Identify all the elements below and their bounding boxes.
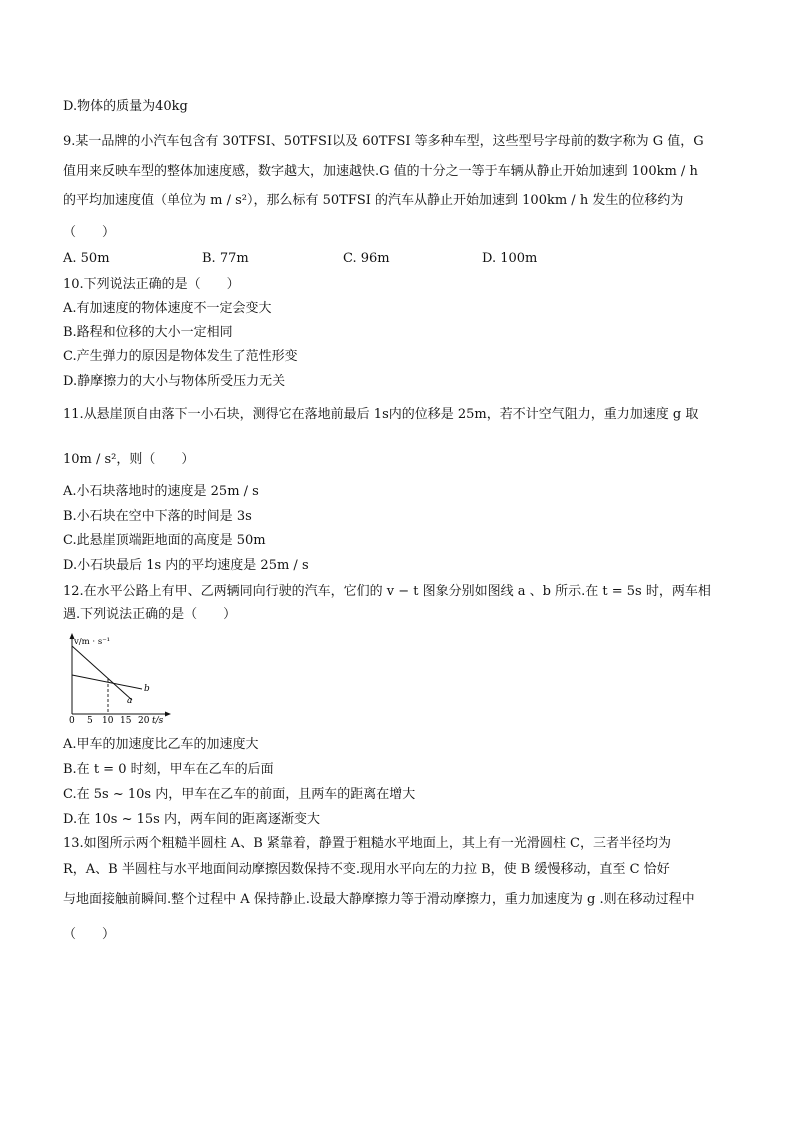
- graph-label-a: a: [127, 696, 133, 706]
- q10-option-d: D.静摩擦力的大小与物体所受压力无关: [63, 374, 286, 389]
- q11-option-a: A.小石块落地时的速度是 25m / s: [63, 484, 259, 499]
- q8-option-d: D.物体的质量为40kg: [63, 99, 188, 114]
- q9-stem-line-3: 的平均加速度值（单位为 m / s²），那么标有 50TFSI 的汽车从静止开始加速到 100km / h 发生的位移约为: [63, 193, 684, 208]
- graph-tick-0: 0: [69, 716, 75, 724]
- q9-stem-line-2: 值用来反映车型的整体加速度感，数字越大，加速越快.G 值的十分之一等于车辆从静止开始加速到 100km / h: [63, 164, 698, 179]
- q13-stem-line-1: 13.如图所示两个粗糙半圆柱 A、B 紧靠着，静置于粗糙水平地面上，其上有一光滑圆柱 C，三者半径均为: [63, 836, 671, 851]
- graph-label-b: b: [144, 684, 150, 694]
- q9-option-a: A. 50m: [63, 251, 110, 266]
- q13-stem-line-2: R，A、B 半圆柱与水平地面间动摩擦因数保持不变.现用水平向左的力拉 B，使 B 缓慢移动，直至 C 恰好: [63, 862, 670, 877]
- q11-option-d: D.小石块最后 1s 内的平均速度是 25m / s: [63, 558, 309, 573]
- q13-paren: （ ）: [63, 927, 116, 942]
- q12-option-d: D.在 10s ~ 15s 内，两车间的距离逐渐变大: [63, 812, 320, 827]
- graph-x-arrow: [165, 712, 171, 717]
- q12-stem-line-2: 遇.下列说法正确的是（ ）: [63, 607, 237, 622]
- q9-paren: （ ）: [63, 225, 116, 240]
- q12-option-a: A.甲车的加速度比乙车的加速度大: [63, 737, 259, 752]
- graph-tick-5: 5: [87, 716, 93, 724]
- graph-tick-15: 15: [120, 716, 132, 724]
- q11-option-c: C.此悬崖顶端距地面的高度是 50m: [63, 533, 266, 548]
- q12-option-b: B.在 t = 0 时刻，甲车在乙车的后面: [63, 762, 274, 777]
- q9-option-d: D. 100m: [482, 251, 538, 266]
- q9-option-b: B. 77m: [202, 251, 249, 266]
- q10-stem: 10.下列说法正确的是（ ）: [63, 277, 240, 292]
- q9-stem-line-1: 9.某一品牌的小汽车包含有 30TFSI、50TFSI以及 60TFSI 等多种车型，这些型号字母前的数字称为 G 值，G: [63, 134, 704, 149]
- graph-tick-20: 20: [138, 716, 150, 724]
- graph-line-a: [72, 646, 132, 700]
- graph-y-label: v/m · s⁻¹: [74, 637, 111, 647]
- q11-stem-line-1: 11.从悬崖顶自由落下一小石块，测得它在落地前最后 1s内的位移是 25m，若不计空气阻力，重力加速度 g 取: [63, 407, 699, 422]
- q12-stem-line-1: 12.在水平公路上有甲、乙两辆同向行驶的汽车，它们的 v − t 图象分别如图线 a 、b 所示.在 t = 5s 时，两车相: [63, 584, 711, 599]
- q11-option-b: B.小石块在空中下落的时间是 3s: [63, 509, 252, 524]
- q12-vt-graph: [64, 632, 174, 724]
- q12-option-c: C.在 5s ~ 10s 内，甲车在乙车的前面，且两车的距离在增大: [63, 787, 416, 802]
- q9-option-c: C. 96m: [343, 251, 390, 266]
- q10-option-b: B.路程和位移的大小一定相同: [63, 325, 233, 340]
- q10-option-a: A.有加速度的物体速度不一定会变大: [63, 301, 272, 316]
- q11-stem-line-2: 10m / s²，则（ ）: [63, 452, 195, 467]
- graph-tick-10: 10: [102, 716, 114, 724]
- q13-stem-line-3: 与地面接触前瞬间.整个过程中 A 保持静止.设最大静摩擦力等于滑动摩擦力，重力加速度为 g .则在移动过程中: [63, 892, 695, 907]
- graph-x-label: t/s: [152, 716, 164, 724]
- q10-option-c: C.产生弹力的原因是物体发生了范性形变: [63, 349, 298, 364]
